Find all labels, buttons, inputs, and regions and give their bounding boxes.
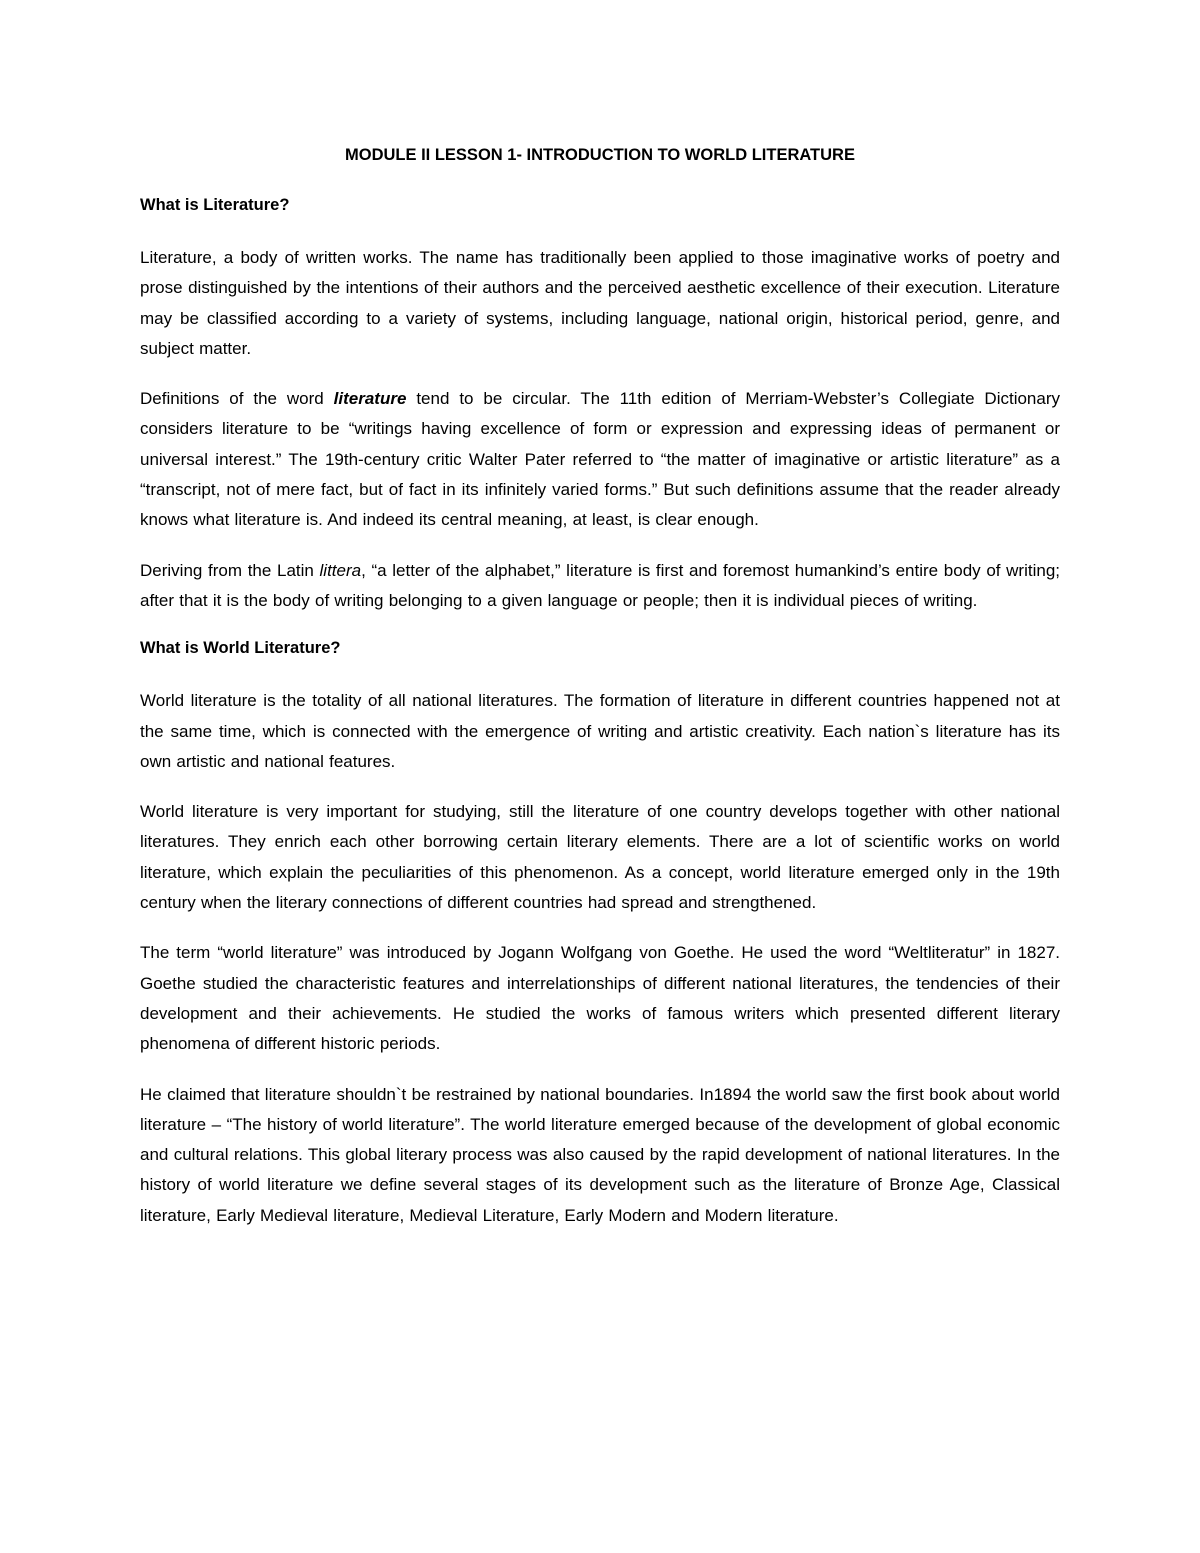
paragraph-world-literature-importance: World literature is very important for studying, still the literature of one country develops together with other national literatures. They enrich each other borrowing certain literary elements. There are a lot of scientific works on world literature, which explain the peculiarities of this phenomenon. As a concept, world literature emerged only in the 19th century when the literary connections of different countries had spread and strengthened. xyxy=(140,802,1060,913)
paragraph-world-literature-totality: World literature is the totality of all national literatures. The formation of literature in different countries happened not at the same time, which is connected with the emergence of writing and artistic creativity. Each nation`s literature has its own artistic and national features. xyxy=(140,691,1060,771)
emphasized-term-littera: littera xyxy=(319,560,362,580)
paragraph-text-segment: Definitions of the word xyxy=(140,389,334,409)
paragraph-text-segment: , “a letter of the alphabet,” literature is first and foremost humankind’s entire body of writing; after that it is the body of writing belonging to a given language or people; then it is individual pieces of writing. xyxy=(140,560,1061,610)
paragraph-goethe-term: The term “world literature” was introduced by Jogann Wolfgang von Goethe. He used the word “Weltliteratur” in 1827. Goethe studied the characteristic features and interrelationships of different national literatures, the tendencies of their development and their achievements. He studied the works of famous writers which presented different literary phenomena of different historic periods. xyxy=(140,943,1060,1054)
paragraph-definitions-circular xyxy=(140,384,1060,535)
document-body xyxy=(140,143,1060,1231)
emphasized-term-literature: literature xyxy=(333,389,407,409)
paragraph-text-segment: Deriving from the Latin xyxy=(140,560,320,580)
section-heading-what-is-world-literature: What is World Literature? xyxy=(140,639,341,658)
paragraph-latin-origin xyxy=(140,556,1060,617)
paragraph-national-boundaries: He claimed that literature shouldn`t be restrained by national boundaries. In1894 the world saw the first book about world literature – “The history of world literature”. The world literature emerged because of the development of global economic and cultural relations. This global literary process was also caused by the rapid development of national literatures. In the history of world literature we define several stages of its development such as the literature of Bronze Age, Classical literature, Early Medieval literature, Medieval Literature, Early Modern and Modern literature. xyxy=(140,1084,1060,1225)
document-title: MODULE II LESSON 1- INTRODUCTION TO WORLD LITERATURE xyxy=(345,146,855,164)
paragraph-literature-definition: Literature, a body of written works. The name has traditionally been applied to those imaginative works of poetry and prose distinguished by the intentions of their authors and the perceived aesthetic excellence of their execution. Literature may be classified according to a variety of systems, including language, national origin, historical period, genre, and subject matter. xyxy=(140,248,1060,358)
section-heading-what-is-literature: What is Literature? xyxy=(140,196,290,214)
paragraph-text-segment: tend to be circular. The 11th edition of Merriam-Webster’s Collegiate Dictionary considers literature to be “writings having excellence of form or expression and expressing ideas of permanent or universal interest.” The 19th-century critic Walter Pater referred to “the matter of imaginative or artistic literature” as a “transcript, not of mere fact, but of fact in its infinitely varied forms.” But such definitions assume that the reader already knows what literature is. And indeed its central meaning, at least, is clear enough. xyxy=(140,389,1061,530)
